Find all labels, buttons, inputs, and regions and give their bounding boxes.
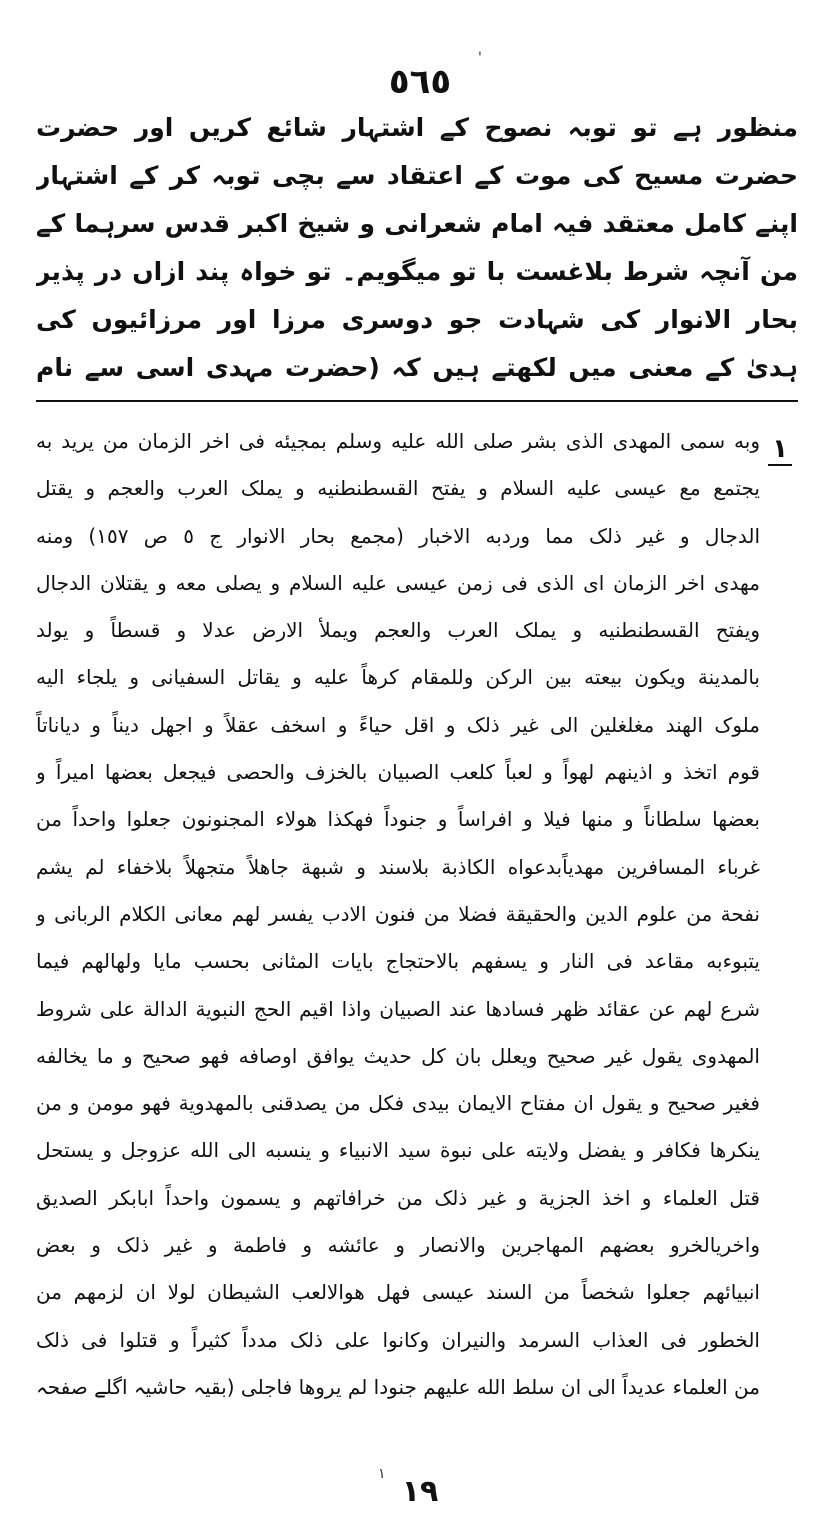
footnote-line: مهدى اخر الزمان اى الذى فى زمن عيسى عليه السلام و يصلى معه و يقتلان الدجال	[36, 570, 760, 595]
footnote-line: الخطور فى العذاب السرمد والنيران وكانوا على ذلک مدداً كثيراً و قتلوا فى ذلک	[36, 1327, 760, 1352]
urdu-line: حضرت مسیح کی موت کے اعتقاد سے بچی توبہ کر کے اشتہار	[36, 161, 798, 190]
top-mark: '	[478, 50, 482, 66]
footnote-line: يجتمع مع عيسى عليه السلام و يفتح القسطنطنيه و يملک العرب والعجم و يقتل	[36, 476, 760, 501]
footnote-line: شرع لهم عن عقائد ظهر فسادها عند الصبيان واذا اقيم الحج النبوية الدالة على شروط	[36, 996, 760, 1021]
footnote-line: نفحة من علوم الدين والحقيقة فضلا من فنون الادب يفسر لهم معانى الكلام الربانى و	[36, 901, 760, 926]
urdu-line: من آنچہ شرط بلاغست با تو میگویم۔ تو خواہ پند ازاں در پذیر	[36, 257, 798, 286]
arabic-footnote	[36, 418, 760, 1411]
footnote-line: ينكرها فكافر و يفضل ولايته على نبوة سيد الانبياء و ينسبه الى الله عزوجل و يستحل	[36, 1138, 760, 1163]
footnote-line: من العلماء عديداً الى ان سلط الله عليهم جنودا لم يروها فاجلى (بقیہ حاشیہ اگلے صفحہ	[36, 1374, 760, 1399]
footnote-line: قوم اتخذ و اذينهم لهواً و لعباً كلعب الصبيان بالخزف والحصى فيجعل بعضها اميراً و	[36, 760, 760, 785]
footnote-line: يتبوءبه مقاعد فى النار و يسفهم بالاحتجاج بايات المثانى بحسب مايا ولهالهم فيما	[36, 949, 760, 974]
footnote-divider	[36, 400, 798, 402]
footnote-line: بالمدينة ويكون بيعته بين الركن وللمقام كرهاً عليه و يقاتل السفيانى و يلجاء اليه	[36, 665, 760, 690]
footnote-line: واخريالخرو بعضهم المهاجرين والانصار و عائشه و فاطمة و غير ذلک و بعض	[36, 1233, 760, 1258]
urdu-line: بحار الانوار کی شہادت جو دوسری مرزا اور مرزائیوں کی	[36, 305, 798, 334]
footnote-line: فغير صحيح و يقول ان مفتاح الايمان بيدى فكل من يصدقنى بالمهدوية فهو مومن و من	[36, 1091, 760, 1116]
footnote-line: وبه سمى المهدى الذى بشر صلى الله عليه وسلم بمجيئه فى اخر الزمان من يريد به	[36, 429, 760, 453]
urdu-line: منظور ہے تو توبہ نصوح کے اشتہار شائع کریں اور حضرت	[36, 113, 798, 142]
footnote-line: ملوک الهند مغلغلين الى غير ذلک و اقل حياءً و اسخف عقلاً و اجهل ديناً و دياناتاً	[36, 712, 760, 737]
footnote-marker-number: ۱	[768, 434, 792, 466]
footnote-line: غرباء المسافرين مهدياًبدعواه الكاذبة بلاسند و شبهة جاهلاً متجهلاً بلاخفاء لم يشم	[36, 854, 760, 879]
sheet-number: ۱۹	[401, 1474, 439, 1509]
footnote-line: انبيائهم جعلوا شخصاً من السند عيسى فهل هوالالعب الشيطان لولا ان لزمهم من	[36, 1280, 760, 1305]
page-number: ٥٦٥	[388, 62, 452, 102]
footnote-line: بعضها سلطاناً و منها فيلا و افراساً و جنوداً فهكذا هولاء المجنونون جعلوا واحداً من	[36, 807, 760, 832]
bottom-mark: ۱	[378, 1466, 386, 1482]
urdu-line: ہدیٰ کے معنی میں لکھتے ہیں کہ (حضرت مہدی اسی سے نام	[36, 353, 798, 382]
urdu-main-text	[36, 104, 798, 392]
footnote-line: الدجال و غير ذلک مما وردبه الاخبار (مجمع بحار الانوار ج ٥ ص ١٥٧) ومنه	[36, 523, 760, 548]
urdu-line: اپنے کامل معتقد فیہ امام شعرانی و شیخ اکبر قدس سرہما کے	[36, 209, 798, 238]
footnote-line: المهدوى يقول غير صحيح ويعلل بان كل حديث يوافق اوصافه فهو صحيح و ما يخالفه	[36, 1043, 760, 1068]
footnote-line: ويفتح القسطنطنيه و يملک العرب والعجم ويملأ الارض عدلا و قسطاً و يولد	[36, 618, 760, 643]
footnote-marker	[760, 434, 800, 464]
footnote-line: قتل العلماء و اخذ الجزية و غير ذلک من خرافاتهم و يسمون واحداً ابابكر الصديق	[36, 1185, 760, 1210]
